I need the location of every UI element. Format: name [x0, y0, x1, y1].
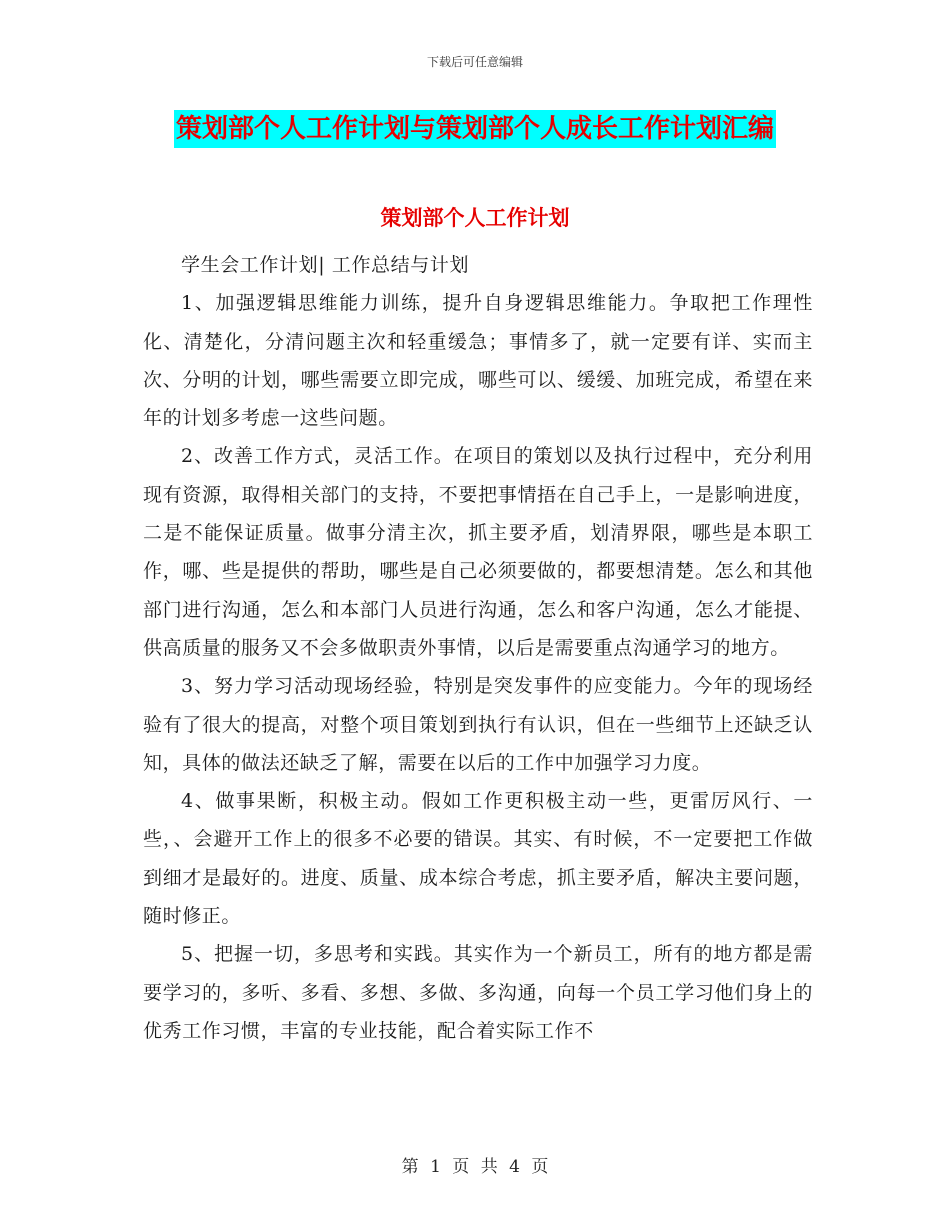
main-title: 策划部个人工作计划与策划部个人成长工作计划汇编	[174, 110, 776, 148]
paragraph-item-1: 1、加强逻辑思维能力训练，提升自身逻辑思维能力。争取把工作理性化、清楚化，分清问题主次和轻重缓急；事情多了，就一定要有详、实而主次、分明的计划，哪些需要立即完成，哪些可以、缓缓、加班完成，希望在来年的计划多考虑一这些问题。	[143, 292, 813, 430]
paragraph-item-4: 4、做事果断，积极主动。假如工作更积极主动一些，更雷厉风行、一些，、会避开工作上的很多不必要的错误。其实、有时候，不一定要把工作做到细才是最好的。进度、质量、成本综合考虑，抓主要矛盾，解决主要问题，随时修正。	[143, 790, 813, 928]
paragraph-item-2: 2、改善工作方式，灵活工作。在项目的策划以及执行过程中，充分利用现有资源，取得相关部门的支持，不要把事情捂在自己手上，一是影响进度，二是不能保证质量。做事分清主次，抓主要矛盾，划清界限，哪些是本职工作，哪、些是提供的帮助，哪些是自己必须要做的，都要想清楚。怎么和其他部门进行沟通，怎么和本部门人员进行沟通，怎么和客户沟通，怎么才能提、供高质量的服务又不会多做职责外事情，以后是需要重点沟通学习的地方。	[143, 445, 813, 659]
header-note: 下载后可任意编辑	[426, 55, 523, 69]
paragraph-item-3: 3、努力学习活动现场经验，特别是突发事件的应变能力。今年的现场经验有了很大的提高，对整个项目策划到执行有认识，但在一些细节上还缺乏认知，具体的做法还缺乏了解，需要在以后的工作中加强学习力度。	[143, 675, 813, 774]
paragraph-category: 学生会工作计划| 工作总结与计划	[181, 254, 470, 276]
paragraph-item-5: 5、把握一切，多思考和实践。其实作为一个新员工，所有的地方都是需要学习的，多听、多看、多想、多做、多沟通，向每一个员工学习他们身上的优秀工作习惯，丰富的专业技能，配合着实际工作不	[143, 943, 813, 1042]
page-number-footer: 第 1 页 共 4 页	[401, 1157, 549, 1177]
document-body	[143, 246, 813, 1050]
main-title-container	[0, 110, 950, 148]
section-title: 策划部个人工作计划	[380, 206, 570, 230]
